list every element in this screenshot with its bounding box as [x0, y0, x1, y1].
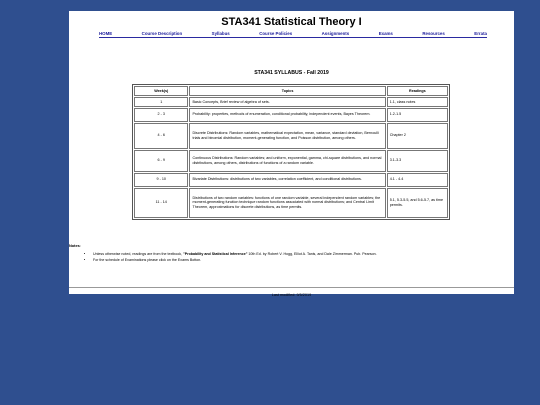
- note-1-post: 10th Ed. by Robert V. Hogg, Elliot A. Tanis, and Dale Zimmerman. Pub. Pearson.: [247, 252, 377, 256]
- last-modified: Last modified: 9/5/2019: [271, 293, 312, 297]
- header-weeks: Week(s): [134, 86, 188, 96]
- nav-resources[interactable]: Resources: [422, 31, 445, 36]
- table-row: [134, 150, 448, 172]
- row-topics: Discrete Distributions: Random variables, mathematical expectation, mean, variance, standard deviation, Bernoulli trials and binomial distribution, moment-generating function, and Poisson distribution, among others.: [189, 123, 385, 149]
- table-row: [134, 97, 448, 107]
- header-readings: Readings: [387, 86, 448, 96]
- notes-label-text: Notes: [69, 243, 80, 248]
- row-topics: Basic Concepts, Brief review of algebra of sets.: [189, 97, 385, 107]
- notes-list: [87, 252, 498, 263]
- row-week: 1: [134, 97, 188, 107]
- nav-course-policies[interactable]: Course Policies: [259, 31, 293, 36]
- row-readings: 1.1, class notes: [387, 97, 448, 107]
- row-week: 9 - 10: [134, 173, 188, 187]
- table-header-row: [134, 86, 448, 96]
- row-readings: 3.1-3.3: [387, 150, 448, 172]
- syllabus-table: [132, 84, 450, 220]
- row-topics: Probability: properties, methods of enumeration, conditional probability, independent events, Bayes Theorem.: [189, 108, 385, 122]
- note-2: For the schedule of Examinations please click on the Exams Botton.: [93, 257, 202, 262]
- list-item: [93, 252, 498, 257]
- row-topics: Distributions of two random variables: functions of one random variable, several independent random variables; the moment-generating function technique random functions associated with normal distributions; and Central Limit Theorem, approximations for discrete distributions, as time permits.: [189, 188, 385, 218]
- row-week: 4 - 6: [134, 123, 188, 149]
- nav-home[interactable]: HOME: [99, 31, 113, 36]
- list-item: [93, 258, 498, 263]
- top-nav: [99, 31, 487, 38]
- header-topics: Topics: [189, 86, 385, 96]
- syllabus-title: STA341 SYLLABUS - Fall 2019: [254, 70, 329, 76]
- row-readings: 5.1, 5.3-5.5, and 5.6-5.7, as time permits.: [387, 188, 448, 218]
- page-content: [69, 11, 514, 297]
- row-readings: 1.2-1.5: [387, 108, 448, 122]
- divider: [69, 287, 514, 288]
- site-title: STA341 Statistical Theory I: [221, 16, 362, 28]
- row-topics: Bivariate Distributions: distributions of two variables, correlation coefficient, and conditional distributions.: [189, 173, 385, 187]
- nav-course-description[interactable]: Course Description: [141, 31, 183, 36]
- row-readings: Chapter 2: [387, 123, 448, 149]
- table-row: [134, 173, 448, 187]
- note-1-pre: Unless otherwise noted, readings are from the textbook,: [93, 252, 184, 256]
- row-week: 11 - 14: [134, 188, 188, 218]
- row-week: 2 - 3: [134, 108, 188, 122]
- nav-exams[interactable]: Exams: [378, 31, 393, 36]
- nav-errata[interactable]: Errata: [474, 31, 487, 36]
- row-readings: 4.1 - 4.4: [387, 173, 448, 187]
- table-row: [134, 123, 448, 149]
- row-topics: Continuous Distributions: Random variables; and uniform, exponential, gamma, chi-square distributions, and normal distributions, among others, distributions of functions of a random variable.: [189, 150, 385, 172]
- nav-assignments[interactable]: Assignments: [321, 31, 350, 36]
- table-row: [134, 188, 448, 218]
- table-row: [134, 108, 448, 122]
- textbook-title: "Probability and Statistical Inference": [183, 252, 248, 256]
- row-week: 6 - 9: [134, 150, 188, 172]
- nav-syllabus[interactable]: Syllabus: [211, 31, 230, 36]
- notes-label: Notes:: [69, 243, 81, 248]
